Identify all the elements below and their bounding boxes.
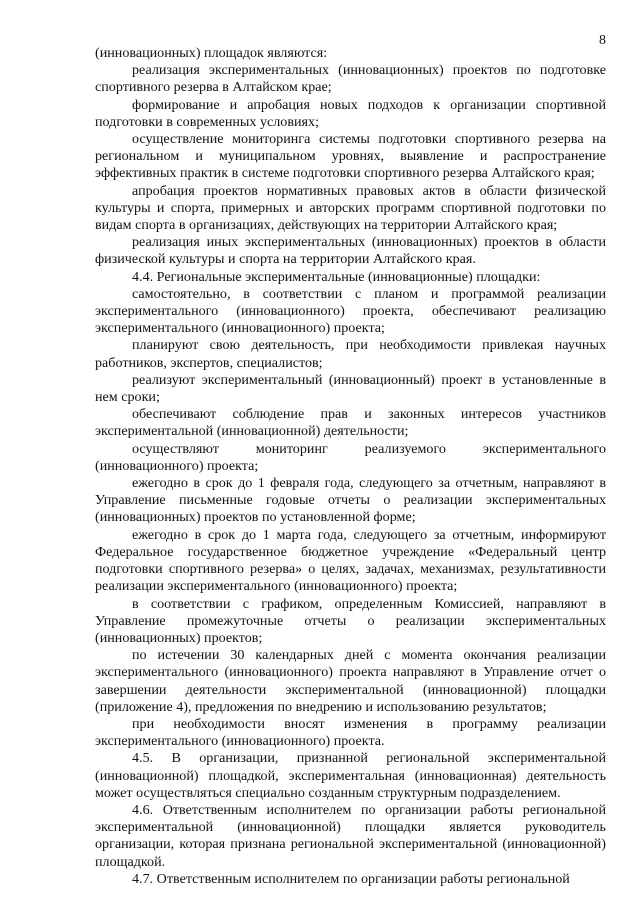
paragraph: самостоятельно, в соответствии с планом и программой реализации экспериментального (инновационного) проекта, обеспечивают реализацию экспериментального (инновационного) проекта; bbox=[95, 285, 606, 337]
paragraph: реализация иных экспериментальных (инновационных) проектов в области физической культуры и спорта на территории Алтайского края. bbox=[95, 234, 606, 268]
paragraph: 4.7. Ответственным исполнителем по организации работы региональной bbox=[132, 870, 570, 887]
document-body bbox=[95, 0, 606, 888]
paragraph: при необходимости вносят изменения в программу реализации экспериментального (инновационного) проекта. bbox=[95, 715, 606, 750]
paragraph: реализация экспериментальных (инновационных) проектов по подготовке спортивного резерва в Алтайском крае; bbox=[95, 62, 606, 96]
paragraph: осуществление мониторинга системы подготовки спортивного резерва на региональном и муниципальном уровнях, выявление и распространение эффективных практик в системе подготовки спортивного резерва Алтайского края; bbox=[95, 131, 606, 182]
paragraph: 4.4. Региональные экспериментальные (инновационные) площадки: bbox=[132, 268, 541, 285]
page-number: 8 bbox=[599, 33, 606, 48]
paragraph: 4.6. Ответственным исполнителем по организации работы региональной экспериментальной (инновационной) площадки является руководитель организации, которая признана региональной экспериментальной (инновационной) площадкой. bbox=[95, 801, 606, 870]
paragraph: по истечении 30 календарных дней с момента окончания реализации экспериментального (инновационного) проекта направляют в Управление отчет о завершении деятельности экспериментальной (инновационной) площадки (приложение 4), предложения по внедрению и использованию результатов; bbox=[95, 647, 606, 715]
paragraph: осуществляют мониторинг реализуемого экспериментального (инновационного) проекта; bbox=[95, 440, 606, 474]
paragraph: 4.5. В организации, признанной региональной экспериментальной (инновационной) площадкой, экспериментальная (инновационная) деятельность может осуществляться специально созданным структурным подразделением. bbox=[95, 750, 606, 801]
paragraph: планируют свою деятельность, при необходимости привлекая научных работников, экспертов, специалистов; bbox=[95, 337, 606, 371]
paragraph: реализуют экспериментальный (инновационный) проект в установленные в нем сроки; bbox=[95, 371, 606, 406]
paragraph: в соответствии с графиком, определенным Комиссией, направляют в Управление промежуточные отчеты о реализации экспериментальных (инновационных) проектов; bbox=[95, 595, 606, 646]
paragraph: ежегодно в срок до 1 марта года, следующего за отчетным, информируют Федеральное государственное бюджетное учреждение «Федеральный центр подготовки спортивного резерва» о целях, задачах, механизмах, результативности реализации экспериментального (инновационного) проекта; bbox=[95, 526, 606, 595]
paragraph: апробация проектов нормативных правовых актов в области физической культуры и спорта, примерных и авторских программ спортивной подготовки по видам спорта в организациях, действующих на территории Алтайского края; bbox=[95, 182, 606, 234]
paragraph: обеспечивают соблюдение прав и законных интересов участников экспериментальной (инновационной) деятельности; bbox=[95, 406, 606, 440]
paragraph: формирование и апробация новых подходов к организации спортивной подготовки в современных условиях; bbox=[95, 96, 606, 130]
paragraph: ежегодно в срок до 1 февраля года, следующего за отчетным, направляют в Управление письменные годовые отчеты о реализации экспериментальных (инновационных) проектов по установленной форме; bbox=[95, 475, 606, 526]
paragraph: (инновационных) площадок являются: bbox=[95, 45, 328, 61]
